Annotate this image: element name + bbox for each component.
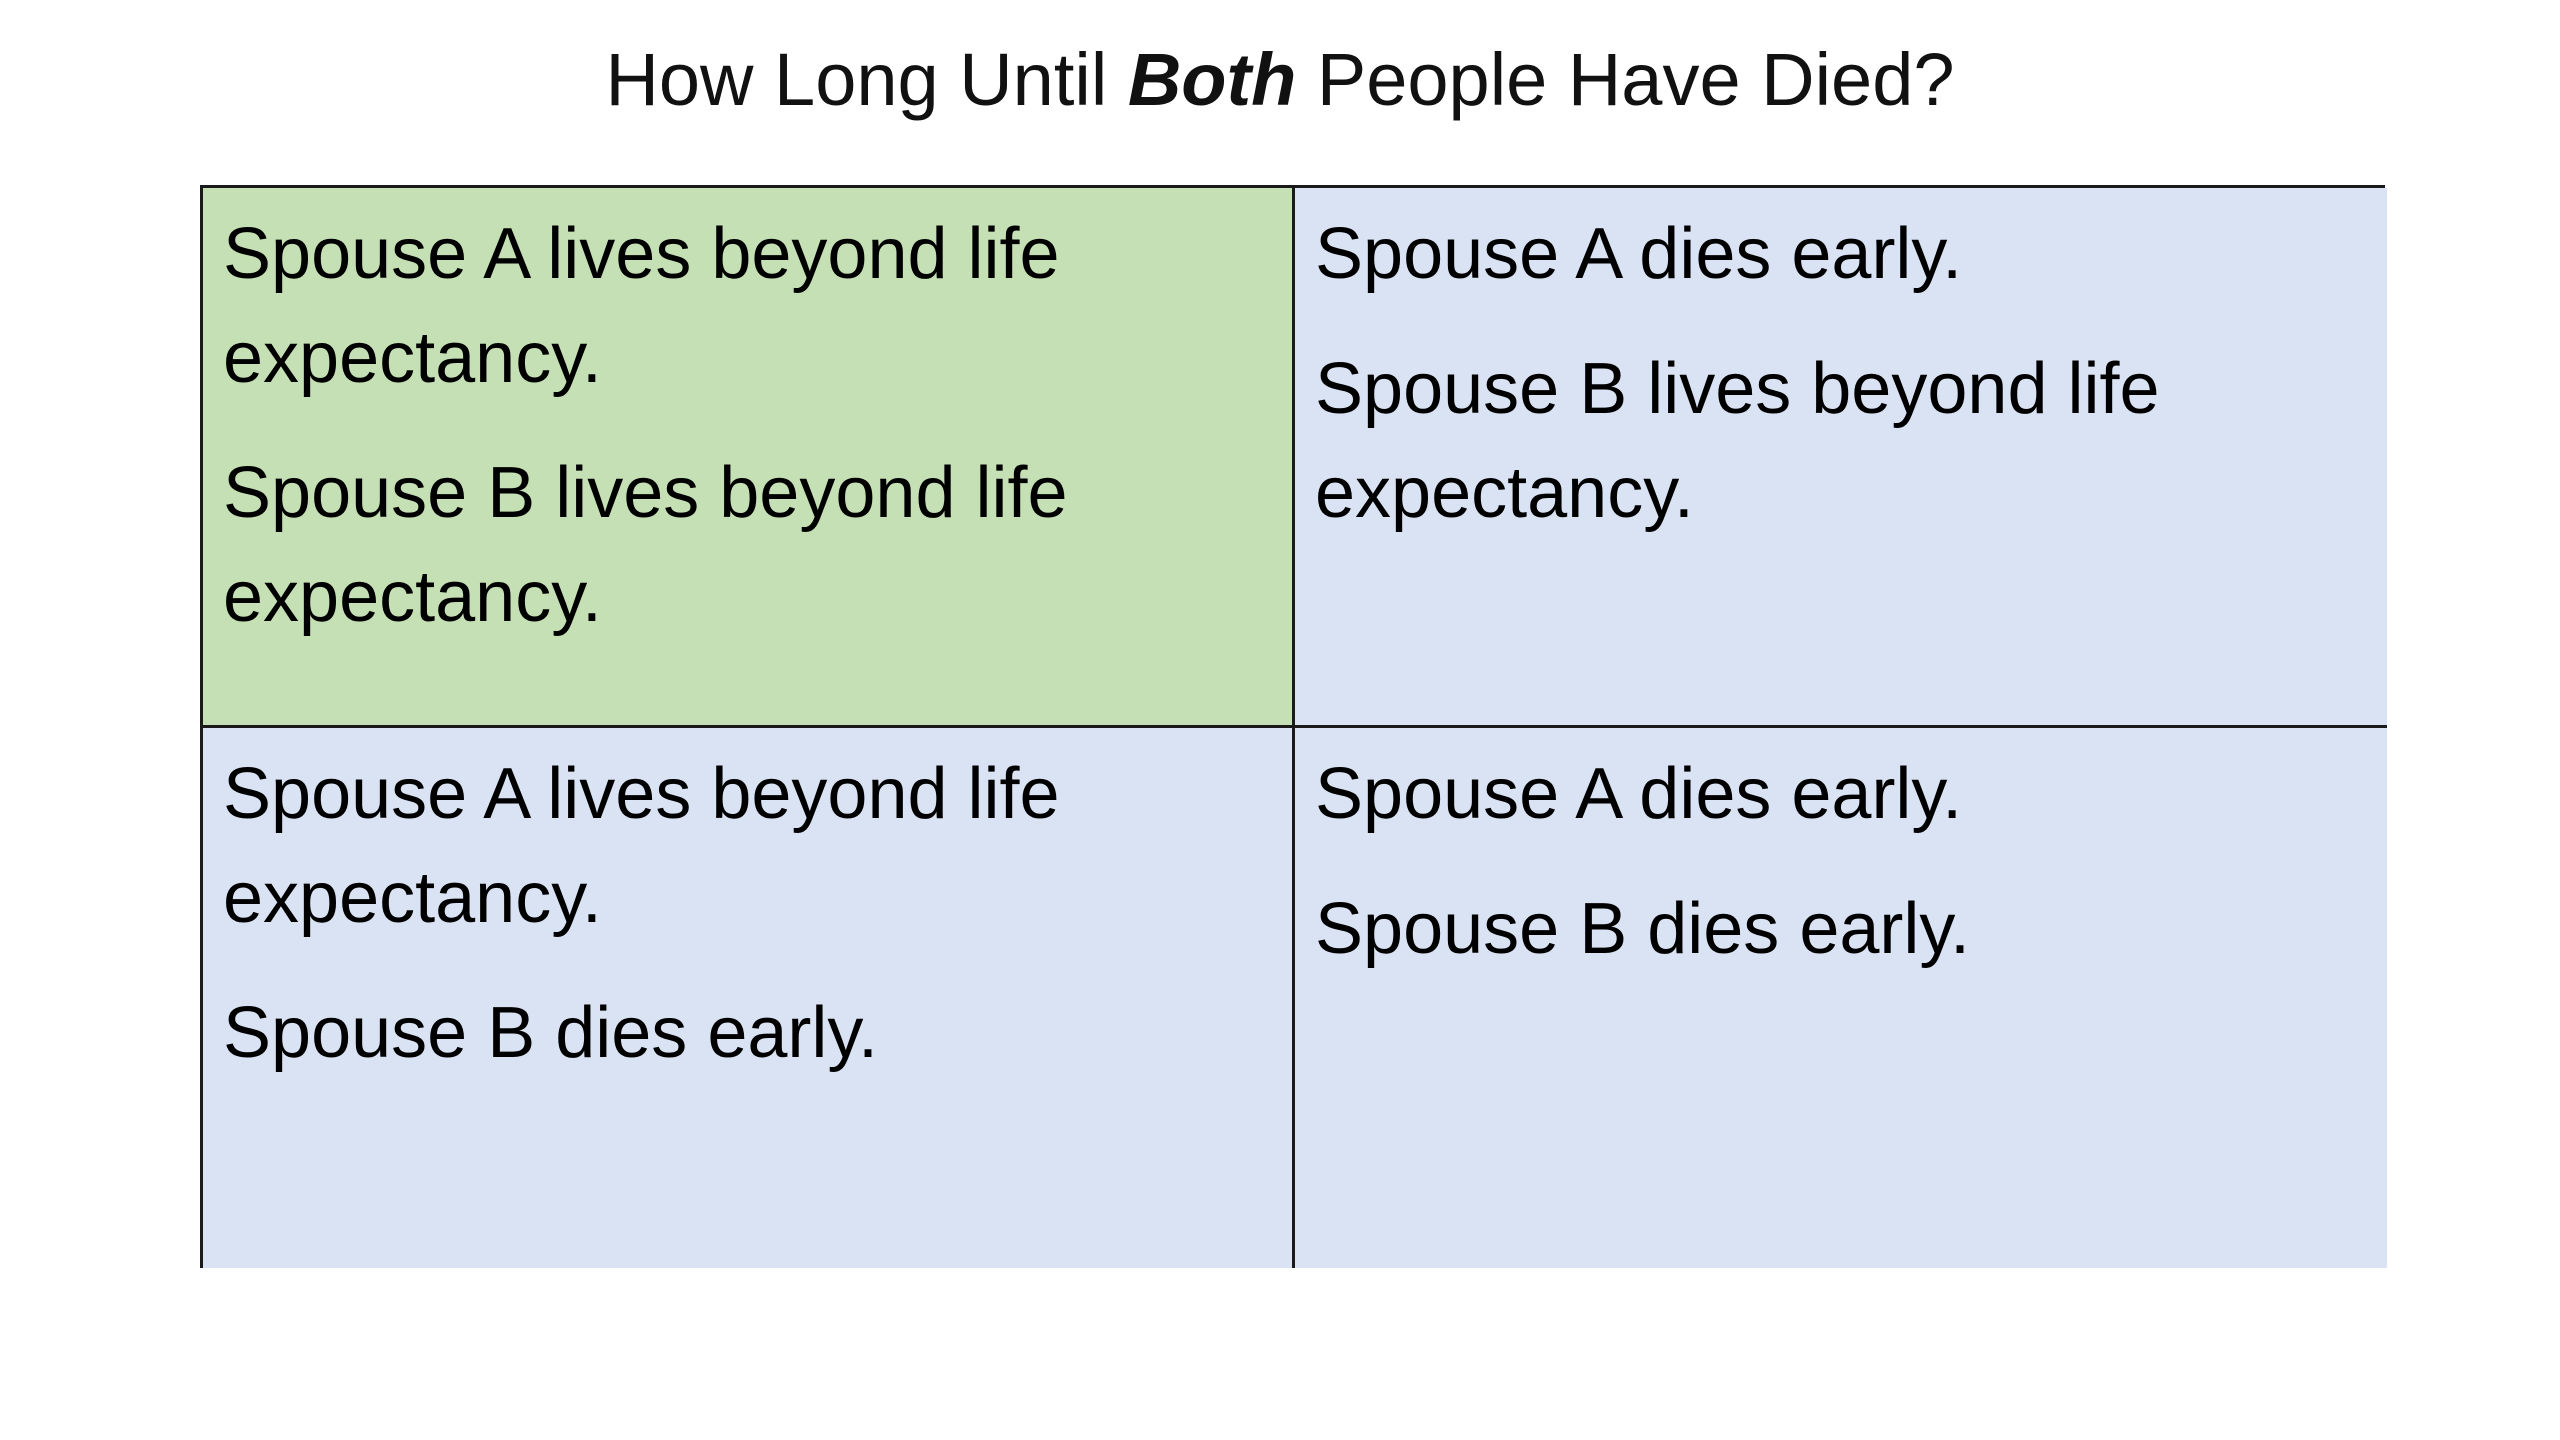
title-prefix: How Long Until — [605, 38, 1128, 121]
cell-top-right-line-2: Spouse B lives beyond life expectancy. — [1315, 349, 2160, 533]
cell-bottom-left — [203, 728, 1295, 1268]
slide-title — [0, 30, 2560, 130]
cell-top-left — [203, 188, 1295, 728]
cell-bottom-right-line-1: Spouse A dies early. — [1315, 754, 1963, 834]
title-suffix: People Have Died? — [1296, 38, 1955, 121]
scenario-grid — [200, 185, 2385, 1268]
cell-top-right — [1295, 188, 2387, 728]
cell-top-left-line-2: Spouse B lives beyond life expectancy. — [223, 453, 1068, 637]
cell-bottom-right — [1295, 728, 2387, 1268]
cell-top-right-line-1: Spouse A dies early. — [1315, 214, 1963, 294]
cell-top-left-line-1: Spouse A lives beyond life expectancy. — [223, 214, 1060, 398]
cell-bottom-right-line-2: Spouse B dies early. — [1315, 889, 1971, 969]
cell-bottom-left-line-2: Spouse B dies early. — [223, 993, 879, 1073]
cell-bottom-left-line-1: Spouse A lives beyond life expectancy. — [223, 754, 1060, 938]
title-emphasis: Both — [1127, 38, 1297, 121]
